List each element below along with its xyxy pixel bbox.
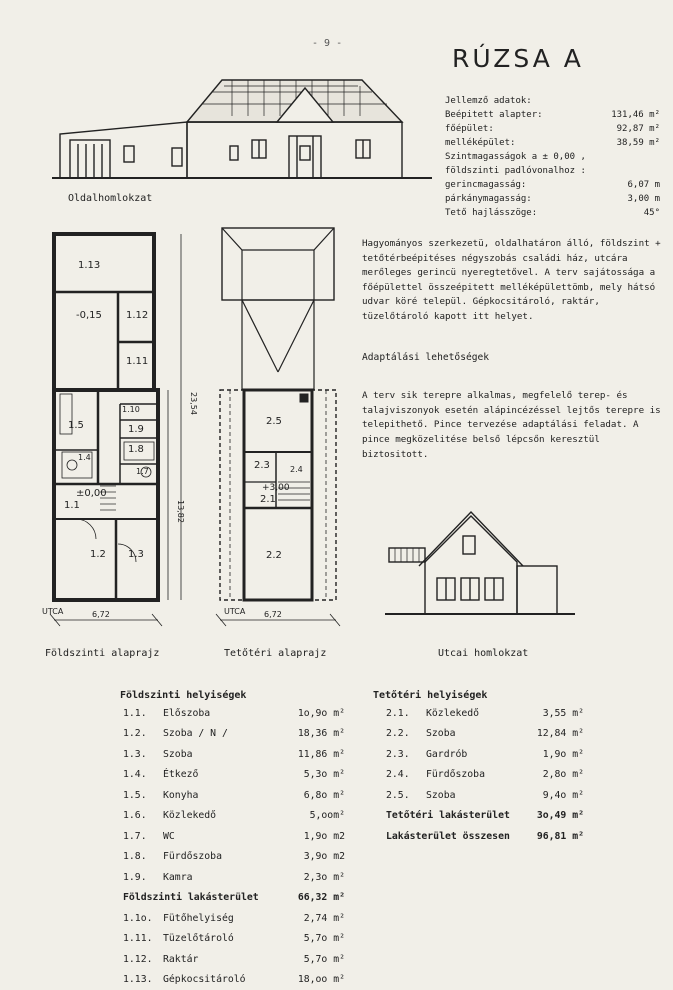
adaptation-title: Adaptálási lehetőségek [362,352,489,363]
room-label-1-3: 1.3 [128,549,144,560]
attic-label-2-4: 2.4 [290,465,303,474]
attic-label-2-2: 2.2 [266,550,282,561]
dimension-width: 6,72 [92,610,110,619]
ground-plan-caption: Földszinti alaprajz [45,648,159,659]
attic-level-mark: +3,00 [262,483,290,493]
street-elevation-caption: Utcai homlokzat [438,648,528,659]
side-elevation-drawing [52,66,432,186]
characteristic-row: főépület: 92,87 m² [445,122,660,136]
table-row: 1.3. Szoba 11,86 m² [123,744,345,765]
ground-floor-table-title: Földszinti helyiségek [120,690,246,701]
street-elevation-drawing [385,506,585,626]
attic-dimension-width: 6,72 [264,610,282,619]
attic-street-label: UTCA [224,607,246,616]
attic-floor-plan [214,222,344,632]
attic-label-2-3: 2.3 [254,460,270,471]
table-row: 1.4. Étkező 5,3o m² [123,765,345,786]
room-label-1-10: 1.10 [122,405,140,414]
characteristic-row: gerincmagasság: 6,07 m [445,178,660,192]
table-row: 2.5. Szoba 9,4o m² [386,785,584,806]
table-row: 1.7. WC 1,9o m2 [123,826,345,847]
room-label-1-11: 1.11 [126,356,148,367]
total-row: Tetőtéri lakásterület 3o,49 m² [386,806,584,827]
room-label-1-2: 1.2 [90,549,106,560]
table-row: 2.4. Fürdőszoba 2,8o m² [386,765,584,786]
dimension-total: 23,54 [189,392,198,415]
attic-table [386,703,584,847]
table-row: 2.3. Gardrób 1,9o m² [386,744,584,765]
room-label-1-9: 1.9 [128,424,144,435]
page-number: - 9 - [312,38,342,49]
attic-plan-caption: Tetőtéri alaprajz [224,648,326,659]
table-row: 2.1. Közlekedő 3,55 m² [386,703,584,724]
adaptation-text: A terv sik terepre alkalmas, megfelelő terep- és talajviszonyok esetén alápincézéssel lejtős terepre is telepithető. Pince tervezése adaptálási feladat. A pince megközelitése belső lépcsőn keresztül biztositott. [362,380,662,471]
page-title: RÚZSA A [452,44,584,73]
characteristic-row: földszinti padlóvonalhoz : [445,164,660,178]
characteristics-heading: Jellemző adatok: [445,94,660,108]
ground-floor-table [123,703,345,990]
dimension-main: 13,82 [176,500,185,523]
characteristic-row: párkánymagasság: 3,00 m [445,192,660,206]
characteristic-row: Beépitett alapter: 131,46 m² [445,108,660,122]
characteristic-row: melléképület: 38,59 m² [445,136,660,150]
table-row: 2.2. Szoba 12,84 m² [386,724,584,745]
room-label-1-1: 1.1 [64,500,80,511]
description-text: Hagyományos szerkezetü, oldalhatáron álló, földszint + tetőtérbeépitéses négyszobás családi ház, utcára merőleges gerincü nyeregtetővel. A terv sajátossága a főépülettel összeépitett melléképülettömb, mely hátsó udvar köré települ. Gépkocsitároló, raktár, tüzelőtároló kapott itt helyet. [362,237,662,325]
room-label-1-7: 1.7 [136,467,149,476]
characteristic-row: Szintmagasságok a ± 0,00 , [445,150,660,164]
room-label-1-4: 1.4 [78,453,91,462]
ground-floor-plan [36,224,216,634]
table-row: 1.5. Konyha 6,8o m² [123,785,345,806]
table-row: 1.12. Raktár 5,7o m² [123,949,345,970]
street-label: UTCA [42,607,64,616]
attic-label-2-5: 2.5 [266,416,282,427]
characteristics-block [445,94,660,220]
attic-table-title: Tetőtéri helyiségek [373,690,487,701]
table-row: 1.11. Tüzelőtároló 5,7o m² [123,929,345,950]
table-row: 1.9. Kamra 2,3o m² [123,867,345,888]
room-label-1-8: 1.8 [128,444,144,455]
sum-row: Lakásterület összesen 96,81 m² [386,826,584,847]
level-mark-1: -0,15 [76,310,102,321]
room-label-1-5: 1.5 [68,420,84,431]
side-elevation-caption: Oldalhomlokzat [68,193,152,204]
level-mark-2: ±0,00 [76,488,107,499]
total-row: Földszinti lakásterület 66,32 m² [123,888,345,909]
room-label-1-13: 1.13 [78,260,100,271]
table-row: 1.2. Szoba / N / 18,36 m² [123,724,345,745]
table-row: 1.1o. Fütőhelyiség 2,74 m² [123,908,345,929]
room-label-1-12: 1.12 [126,310,148,321]
table-row: 1.8. Fürdőszoba 3,9o m2 [123,847,345,868]
table-row: 1.13. Gépkocsitároló 18,oo m² [123,970,345,990]
table-row: 1.1. Előszoba 1o,9o m² [123,703,345,724]
attic-label-2-1: 2.1 [260,494,276,505]
characteristic-row: Tető hajlásszöge: 45° [445,206,660,220]
table-row: 1.6. Közlekedő 5,oom² [123,806,345,827]
